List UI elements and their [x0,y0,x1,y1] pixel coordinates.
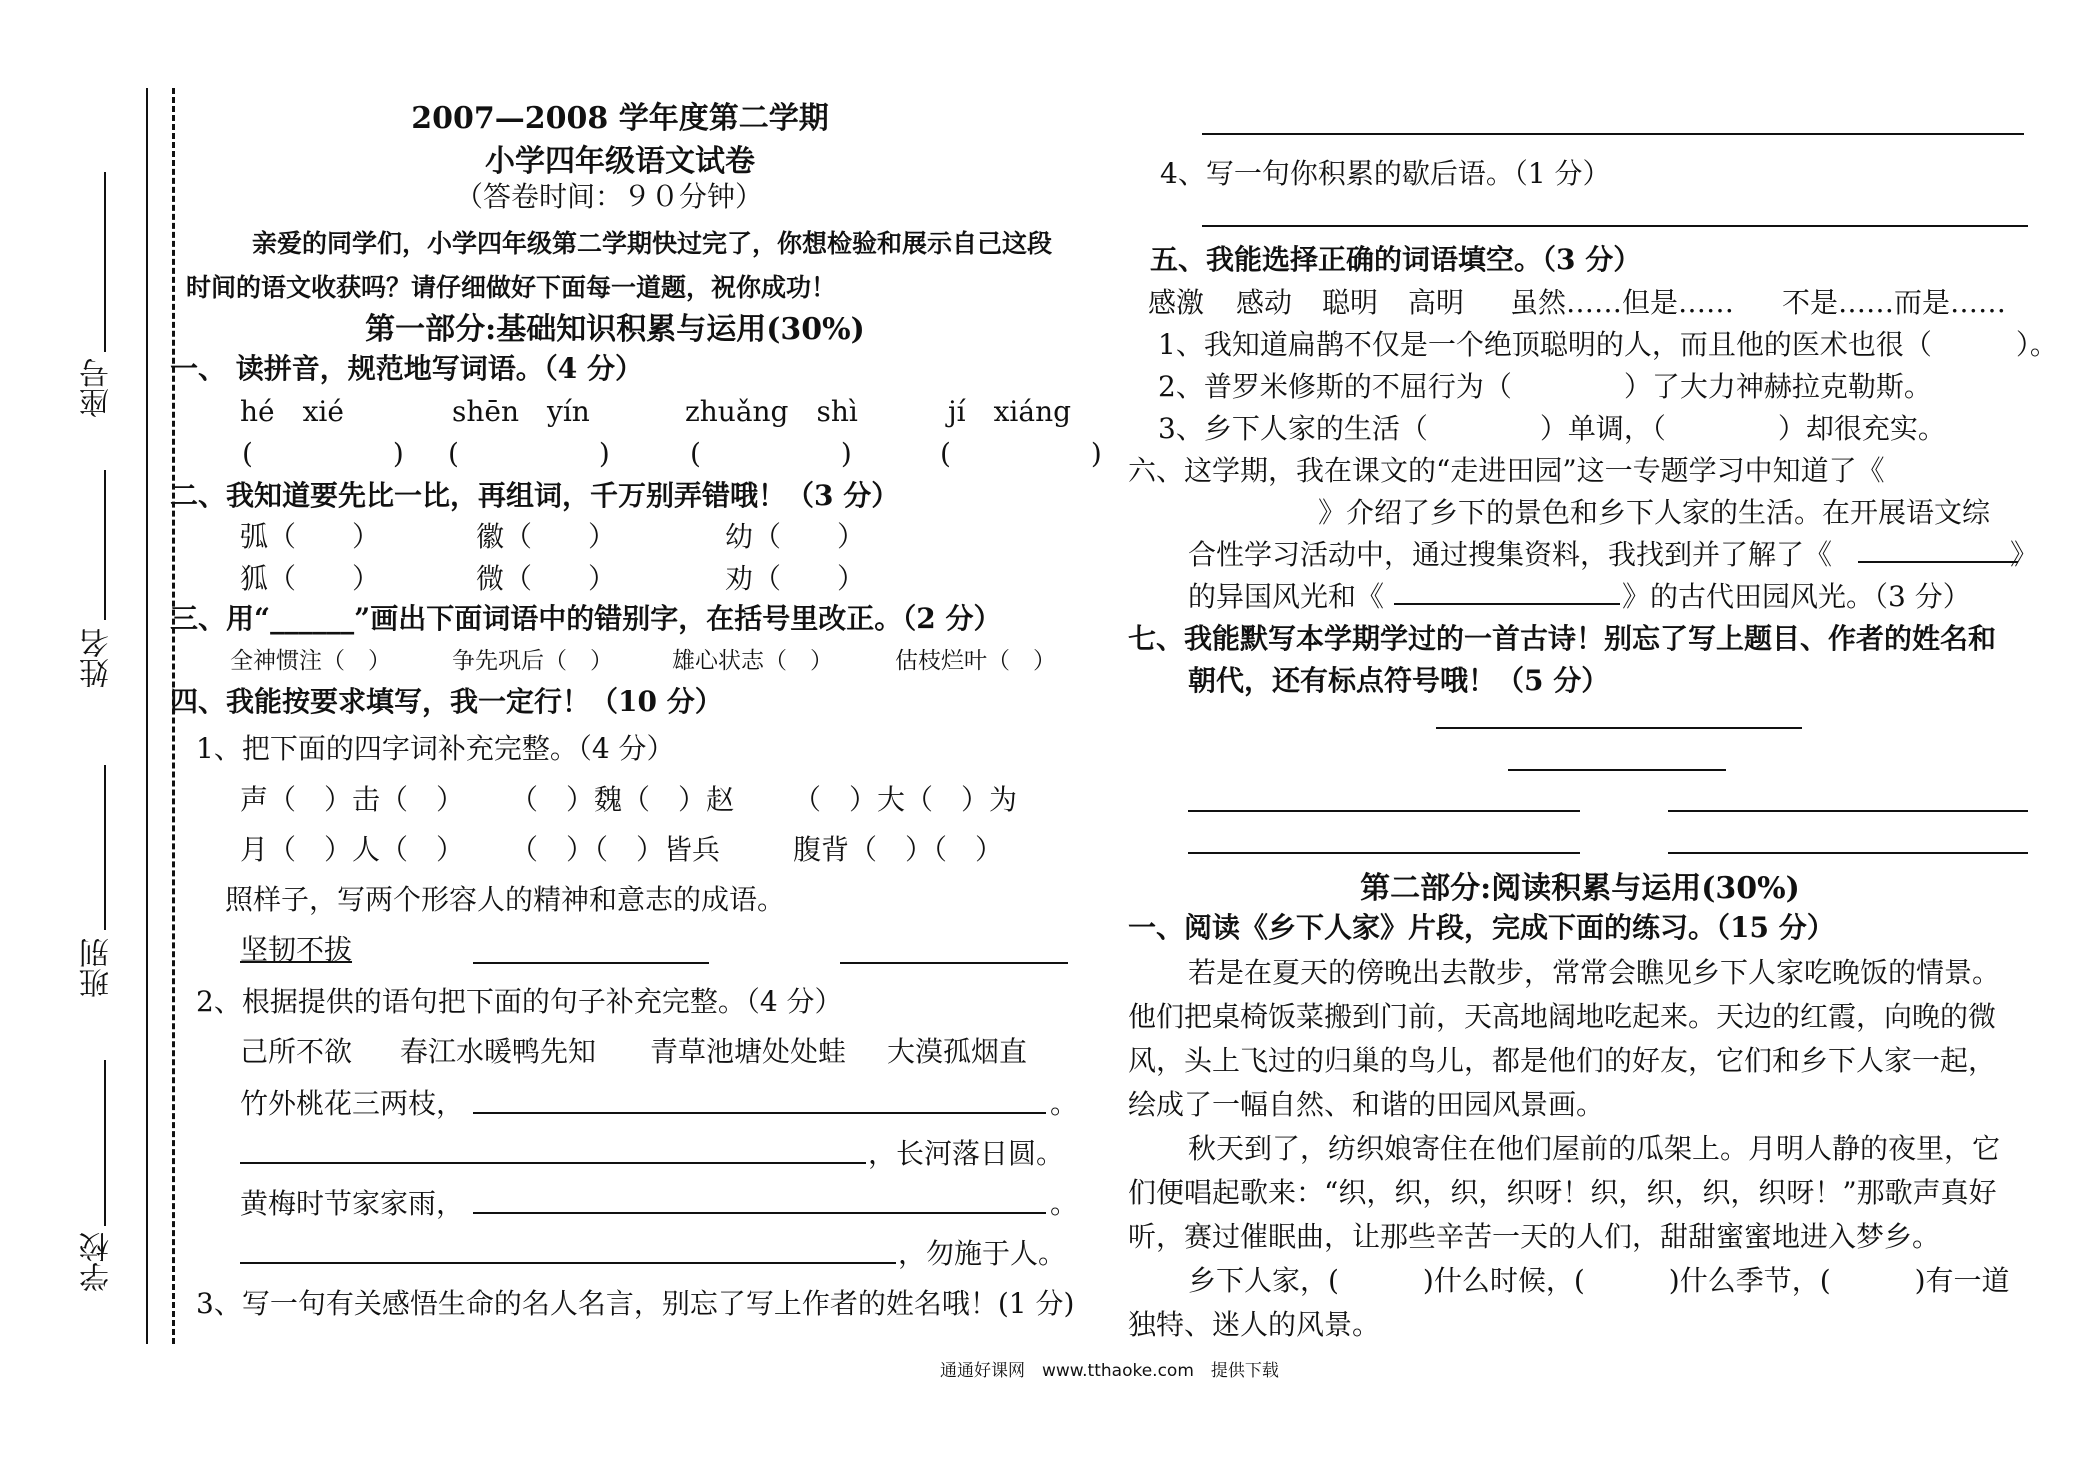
q6-blank-1[interactable] [1858,561,2018,563]
q7-line-1: 七、我能默写本学期学过的一首古诗！别忘了写上题目、作者的姓名和 [1128,622,1997,655]
part2-q1-title: 一、阅读《乡下人家》片段，完成下面的练习。（15 分） [1128,911,1835,944]
q4-idiom[interactable]: （ ）（ ）皆兵 [510,833,721,866]
class-label: 班别 [80,938,115,998]
q4-idiom[interactable]: 声（ ）击（ ） [240,783,465,816]
q6-line-3a: 合性学习活动中，通过搜集资料，我找到并了解了《 [1188,538,1833,571]
name-label: 姓名 [80,628,115,688]
reading-line: 他们把桌椅饭菜搬到门前，天高地阔地吃起来。天边的红霞，向晚的微 [1128,1000,1997,1033]
margin-solid-line [146,88,148,1344]
poem-title-line[interactable] [1436,727,1802,729]
q4-sentence-4-line[interactable] [240,1262,896,1264]
q1-blank-3[interactable]: ( ) [690,437,852,470]
poem-line-1[interactable] [1188,810,1580,812]
q3-item[interactable]: 全神惯注（ ） [230,648,391,674]
q2-item[interactable]: 幼（ ） [725,520,866,553]
q1-pinyin-1: hé xié [240,395,344,428]
q4-sentence-4-end: ，勿施于人。 [898,1237,1067,1270]
poem-line-4[interactable] [1668,852,2028,854]
q4-sentence-3-end: 。 [1050,1187,1079,1220]
q2-item[interactable]: 徽（ ） [476,520,617,553]
q4-title: 四、我能按要求填写，我一定行！（10 分） [170,685,723,718]
q4-sub2: 2、根据提供的语句把下面的句子补充完整。（4 分） [196,985,843,1018]
seat-line [104,172,106,352]
q4-option: 己所不欲 [240,1035,353,1068]
q2-title: 二、我知道要先比一比，再组词，千万别弄错哦！（3 分） [170,479,900,512]
q2-item[interactable]: 弧（ ） [240,520,381,553]
reading-line[interactable]: 乡下人家，( )什么时候，( )什么季节，( )有一道 [1188,1264,2010,1297]
q4-sentence-1-end: 。 [1050,1087,1079,1120]
q6-line-4a: 的异国风光和《 [1188,580,1385,613]
class-line [104,765,106,930]
seat-label: 座号 [80,358,115,418]
q4-option: 大漠孤烟直 [887,1035,1028,1068]
reading-line: 听，赛过催眠曲，让那些辛苦一天的人们，甜甜蜜蜜地进入梦乡。 [1128,1220,1941,1253]
q1-blank-1[interactable]: ( ) [242,437,404,470]
q2-item[interactable]: 劝（ ） [725,562,866,595]
q4-sentence-1: 竹外桃花三两枝， [240,1087,465,1120]
q2-item[interactable]: 狐（ ） [240,562,381,595]
footer-credit: 通通好课网 www.tthaoke.com 提供下载 [940,1361,1279,1381]
part2-title: 第二部分:阅读积累与运用(30%) [1360,871,1800,906]
reading-line: 们便唱起歌来：“织，织，织，织呀！织，织，织，织呀！”那歌声真好 [1128,1176,1997,1209]
q4-idiom[interactable]: （ ）大（ ）为 [793,783,1018,816]
exam-duration: （答卷时间：９０分钟） [455,180,764,213]
q2-item[interactable]: 微（ ） [476,562,617,595]
q4-sentence-3: 黄梅时节家家雨， [240,1187,465,1220]
exam-title: 小学四年级语文试卷 [485,144,755,179]
q5-title: 五、我能选择正确的词语填空。（3 分） [1150,243,1642,276]
q4-sub4-answer-line[interactable] [1202,225,2028,227]
q4-sentence-2-end: ，长河落日圆。 [868,1137,1065,1170]
q5-word: 聪明 [1322,286,1379,319]
q4-idiom[interactable]: 腹背（ ）（ ） [793,833,1004,866]
q5-word: 感激 [1148,286,1205,319]
intro-line-1: 亲爱的同学们，小学四年级第二学期快过完了，你想检验和展示自己这段 [252,229,1053,258]
q1-title: 一、 读拼音，规范地写词语。（4 分） [170,352,643,385]
reading-line: 绘成了一幅自然、和谐的田园风景画。 [1128,1088,1605,1121]
q1-pinyin-3: zhuǎng shì [685,395,858,428]
school-label: 学校 [80,1232,115,1292]
exam-term: 2007—2008 学年度第二学期 [411,101,829,136]
reading-line: 独特、迷人的风景。 [1128,1308,1381,1341]
name-line [104,470,106,620]
q4-example: 坚韧不拔 [240,933,353,966]
q3-item[interactable]: 争先巩后（ ） [452,648,613,674]
q4-sentence-1-line[interactable] [473,1112,1046,1114]
q1-blank-4[interactable]: ( ) [940,437,1102,470]
q6-line-1: 六、这学期，我在课文的“走进田园”这一专题学习中知道了《 [1128,454,1885,487]
q4-answer-line-2[interactable] [840,962,1068,964]
q3-item[interactable]: 雄心状志（ ） [672,648,833,674]
q6-line-4b: 》的古代田园风光。（3 分） [1622,580,1971,613]
q4-answer-line-1[interactable] [473,962,709,964]
q4-sub3: 3、写一句有关感悟生命的名人名言，别忘了写上作者的姓名哦！(1 分) [196,1287,1075,1320]
poem-line-2[interactable] [1668,810,2028,812]
q1-blank-2[interactable]: ( ) [448,437,610,470]
q6-line-2: 》介绍了乡下的景色和乡下人家的生活。在开展语文综 [1318,496,1991,529]
reading-line: 若是在夏天的傍晚出去散步，常常会瞧见乡下人家吃晚饭的情景。 [1188,956,2001,989]
q3-title: 三、用“______”画出下面词语中的错别字，在括号里改正。（2 分） [170,602,1002,635]
q5-sentence-2[interactable]: 2、普罗米修斯的不屈行为（ ）了大力神赫拉克勒斯。 [1158,370,1932,403]
q4-option: 青草池塘处处蛙 [650,1035,847,1068]
q4-sentence-3-line[interactable] [473,1212,1046,1214]
q4-idiom[interactable]: （ ）魏（ ）赵 [510,783,735,816]
q5-word: 高明 [1408,286,1465,319]
q1-pinyin-2: shēn yín [452,395,590,428]
school-line [104,1060,106,1226]
reading-line: 秋天到了，纺织娘寄住在他们屋前的瓜架上。月明人静的夜里，它 [1188,1132,2001,1165]
poem-line-3[interactable] [1188,852,1580,854]
q5-sentence-3[interactable]: 3、乡下人家的生活（ ）单调，（ ）却很充实。 [1158,412,1946,445]
q4-sub3-answer-line[interactable] [1202,133,2024,135]
q5-word: 虽然……但是…… [1510,286,1735,319]
q6-line-3b: 》 [2010,538,2039,571]
q4-sub4: 4、写一句你积累的歇后语。（1 分） [1160,157,1611,190]
intro-line-2: 时间的语文收获吗？请仔细做好下面每一道题，祝你成功！ [186,273,837,302]
q4-idiom[interactable]: 月（ ）人（ ） [240,833,465,866]
part1-title: 第一部分:基础知识积累与运用(30%) [365,312,865,347]
q4-sub1: 1、把下面的四字词补充完整。（4 分） [196,732,675,765]
q4-example-text: 照样子，写两个形容人的精神和意志的成语。 [225,883,786,916]
q4-sentence-2-line[interactable] [240,1162,866,1164]
q5-word: 感动 [1236,286,1293,319]
reading-line: 风，头上飞过的归巢的鸟儿，都是他们的好友，它们和乡下人家一起， [1128,1044,1997,1077]
q7-line-2: 朝代，还有标点符号哦！（5 分） [1188,664,1610,697]
q4-option: 春江水暖鸭先知 [400,1035,597,1068]
q1-pinyin-4: jí xiáng [948,395,1072,428]
q5-word: 不是……而是…… [1782,286,2007,319]
poem-author-line[interactable] [1508,769,1726,771]
q3-item[interactable]: 估枝烂叶（ ） [895,648,1056,674]
q6-blank-2[interactable] [1394,603,1620,605]
q5-sentence-1[interactable]: 1、我知道扁鹊不仅是一个绝顶聪明的人，而且他的医术也很（ ）。 [1158,328,2058,361]
